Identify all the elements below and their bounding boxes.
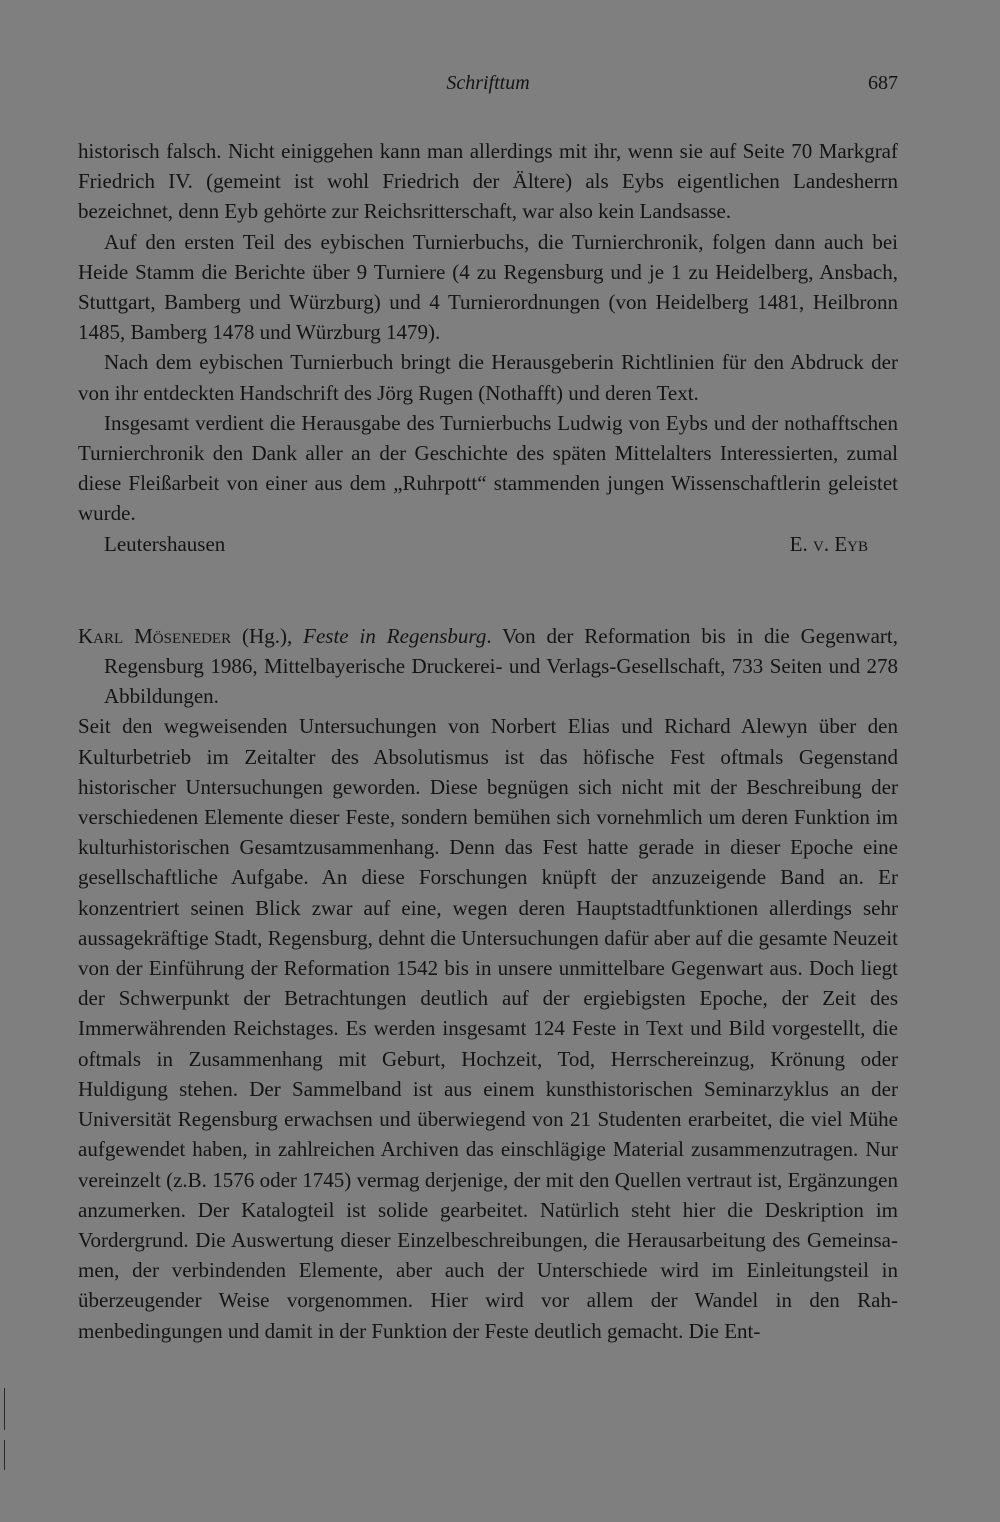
running-title: Schrifttum: [446, 72, 530, 94]
signature-reviewer: E. v. Eyb: [789, 531, 868, 556]
paragraph: Insgesamt verdient die Herausgabe des Turnierbuchs Ludwig von Eybs und der nothafftschen Turnierchronik den Dank aller an der Geschichte des späten Mittelalters Interessierten, zumal diese Fleißarbeit von einer aus dem „Ruhrpott“ stammenden jungen Wissenschaftlerin geleistet wurde.: [78, 410, 898, 526]
review-moeseneder: [78, 621, 898, 1346]
book-title: Feste in Regensburg: [303, 623, 487, 648]
section-spacer: [78, 559, 898, 621]
signature-place: Leutershausen: [104, 531, 226, 556]
paragraph: Auf den ersten Teil des eybischen Turnierbuchs, die Turnierchronik, folgen dann auch bei Heide Stamm die Berichte über 9 Turniere (4 zu Regensburg und je 1 zu Heidelberg, Ansbach, Stuttgart, Bamberg und Würzburg) und 4 Turnierordnungen (von Heidelberg 1481, Heilbronn 1485, Bamberg 1478 und Würzburg 1479).: [78, 229, 898, 345]
margin-mark: [4, 1440, 5, 1470]
bibliographic-entry: [78, 621, 898, 712]
review-body: Seit den wegweisenden Untersuchungen von Norbert Elias und Richard Alewyn über den Kulturbetrieb im Zeitalter des Absolutismus ist das höfische Fest oftmals Gegenstand historischer Untersuchungen geworden. Diese begnügen sich nicht mit der Beschreibung der verschiedenen Elemente dieser Feste, sondern bemühen sich vornehmlich um deren Funktion im kulturhistorischen Gesamtzusammenhang. Denn das Fest hatte gerade in dieser Epoche eine gesellschaftliche Aufgabe. An diese Forschungen knüpft der anzuzeigende Band an. Er konzentriert seinen Blick zwar auf eine, wegen deren Hauptstadtfunktionen allerdings sehr aussagekräftige Stadt, Regensburg, dehnt die Untersuchungen dafür aber auf die gesamte Neuzeit von der Einführung der Reformation 1542 bis in unsere unmittelbare Gegenwart aus. Doch liegt der Schwerpunkt der Betrachtungen deutlich auf der ergiebigsten Epoche, der Zeit des Immerwährenden Reichstages. Es werden insgesamt 124 Feste in Text und Bild vorgestellt, die oftmals in Zusammenhang mit Geburt, Hochzeit, Tod, Herrschereinzug, Krönung oder Huldigung stehen. Der Sammelband ist aus einem kunsthistorischen Seminarzyklus an der Universität Regensburg erwachsen und überwiegend von 21 Studenten erarbeitet, die viel Mühe aufgewendet haben, in zahlreichen Archiven das einschlägige Material zusammenzutragen. Nur vereinzelt (z.B. 1576 oder 1745) vermag derjenige, der mit den Quellen vertraut ist, Ergänzungen anzumerken. Der Katalogteil ist solide gearbeitet. Natürlich steht hier die Deskription im Vordergrund. Die Auswertung dieser Einzelbeschreibungen, die Herausarbeitung des Gemeinsamen, der verbindenden Elemente, aber auch der Unterschiede wird im Einleitungsteil in überzeugender Weise vorgenommen. Hier wird vor allem der Wandel in den Rahmenbedingungen und damit in der Funktion der Feste deutlich gemacht. Die Ent-: [78, 714, 898, 1343]
paragraph: Nach dem eybischen Turnierbuch bringt die Herausgeberin Richtlinien für den Abdruck der von ihr entdeckten Handschrift des Jörg Rugen (Nothafft) und deren Text.: [78, 350, 898, 405]
page-header: [78, 72, 898, 102]
citation-rest: . Von der Reformation bis in die Gegenwart, Regensburg 1986, Mittelbayerische Druckerei- und Verlags-Gesellschaft, 733 Seiten und 278 Abbildungen.: [104, 623, 899, 709]
editor-note: (Hg.),: [231, 623, 304, 648]
paragraph-continuation: historisch falsch. Nicht einiggehen kann man allerdings mit ihr, wenn sie auf Seite 70 Markgraf Friedrich IV. (gemeint ist wohl Friedrich der Ältere) als Eybs eigentlichen Landesherrn bezeichnet, denn Eyb gehörte zur Reichsritterschaft, war also kein Landsasse.: [78, 139, 898, 224]
review-eyb: [78, 136, 898, 559]
page-number: 687: [868, 72, 898, 94]
margin-mark: [4, 1388, 5, 1430]
page-body: [78, 136, 898, 1346]
review-signature: [78, 529, 898, 559]
book-author: Karl Möseneder: [78, 623, 232, 648]
